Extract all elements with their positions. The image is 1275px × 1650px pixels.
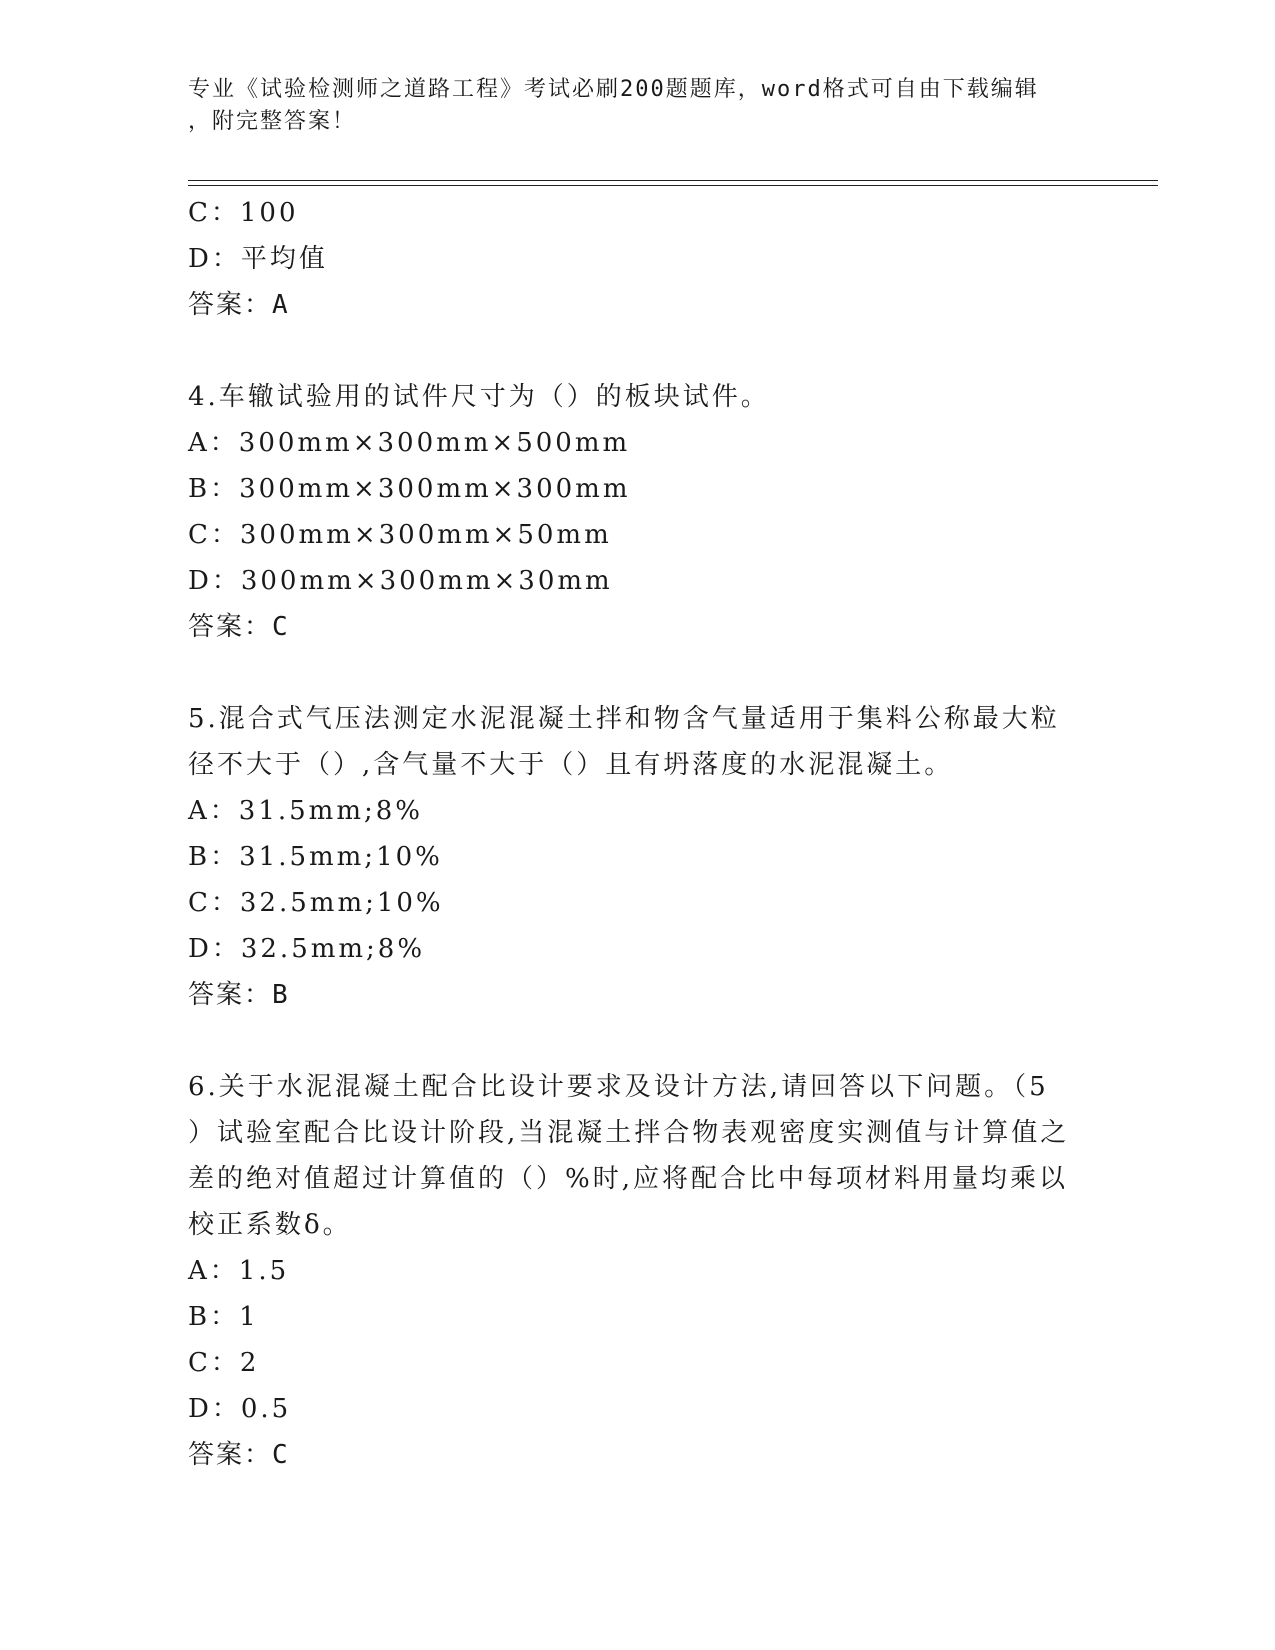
answer-line: 答案：A	[188, 290, 290, 320]
question-text: ）试验室配合比设计阶段,当混凝土拌合物表观密度实测值与计算值之	[188, 1118, 1070, 1148]
option-b: B：31.5mm;10%	[188, 842, 443, 872]
option-c: C：2	[188, 1348, 260, 1378]
option-d: D：平均值	[188, 244, 328, 274]
option-d: D：300mm×300mm×30mm	[188, 566, 613, 596]
answer-line: 答案：C	[188, 612, 290, 642]
option-b: B：300mm×300mm×300mm	[188, 474, 631, 504]
spacer	[188, 1018, 1088, 1064]
document-header	[188, 74, 1088, 138]
header-divider-bottom	[188, 185, 1158, 186]
spacer	[188, 328, 1088, 374]
answer-line: 答案：B	[188, 980, 290, 1010]
spacer	[188, 650, 1088, 696]
question-5	[188, 696, 1088, 1018]
document-body	[188, 190, 1088, 1478]
option-b: B：1	[188, 1302, 259, 1332]
option-d: D：32.5mm;8%	[188, 934, 426, 964]
option-c: C：32.5mm;10%	[188, 888, 444, 918]
question-6	[188, 1064, 1088, 1478]
option-a: A：31.5mm;8%	[188, 796, 423, 826]
question-text: 6.关于水泥混凝土配合比设计要求及设计方法,请回答以下问题。（5	[188, 1072, 1049, 1102]
question-4	[188, 374, 1088, 650]
answer-line: 答案：C	[188, 1440, 290, 1470]
question-text: 5.混合式气压法测定水泥混凝土拌和物含气量适用于集料公称最大粒	[188, 704, 1060, 734]
question-text: 差的绝对值超过计算值的（）%时,应将配合比中每项材料用量均乘以	[188, 1164, 1068, 1194]
question-3-continuation	[188, 190, 1088, 328]
question-text: 4.车辙试验用的试件尺寸为（）的板块试件。	[188, 382, 770, 412]
option-d: D：0.5	[188, 1394, 292, 1424]
option-c: C：100	[188, 198, 299, 228]
option-a: A：300mm×300mm×500mm	[188, 428, 631, 458]
header-line-1: 专业《试验检测师之道路工程》考试必刷200题题库，word格式可自由下载编辑	[188, 77, 1039, 102]
question-text: 径不大于（）,含气量不大于（）且有坍落度的水泥混凝土。	[188, 750, 954, 780]
option-a: A：1.5	[188, 1256, 290, 1286]
header-line-2: ，附完整答案！	[188, 109, 357, 134]
header-divider-top	[188, 180, 1158, 181]
question-text: 校正系数δ。	[188, 1210, 352, 1240]
option-c: C：300mm×300mm×50mm	[188, 520, 612, 550]
